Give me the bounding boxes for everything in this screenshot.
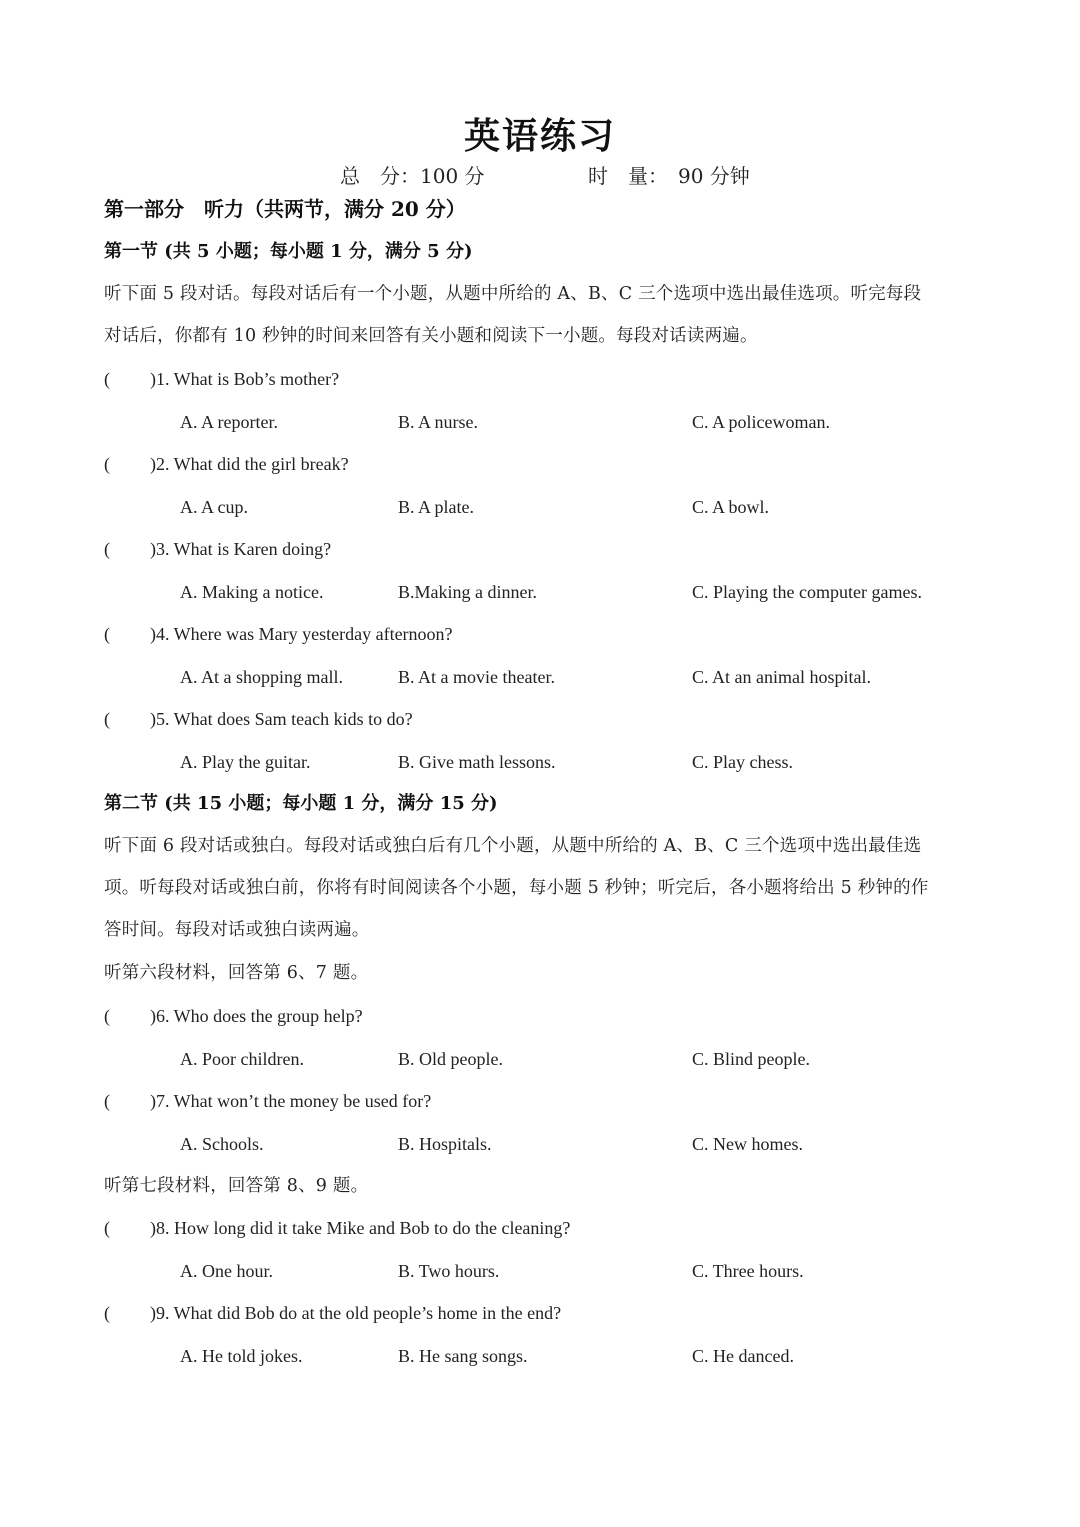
option-b: B. A plate. [398, 497, 474, 517]
total-score: 总 分：100 分 [340, 164, 485, 188]
question-text: )8. How long did it take Mike and Bob to do the cleaning? [150, 1218, 571, 1238]
option-b: B. He sang songs. [398, 1346, 528, 1366]
question-8 [104, 1216, 570, 1240]
option-a: A. One hour. [180, 1261, 273, 1281]
question-7 [104, 1089, 431, 1113]
option-a: A. Play the guitar. [180, 752, 311, 772]
option-b: B. Hospitals. [398, 1134, 492, 1154]
option-c: C. Play chess. [692, 752, 793, 772]
question-2 [104, 452, 349, 476]
option-b: B. At a movie theater. [398, 667, 555, 687]
page-title: 英语练习 [463, 115, 616, 157]
answer-blank[interactable]: ( [104, 454, 110, 474]
question-text: )5. What does Sam teach kids to do? [150, 709, 413, 729]
question-text: )9. What did Bob do at the old people’s home in the end? [150, 1303, 562, 1323]
section2-heading: 第二节 (共 15 小题；每小题 1 分，满分 15 分) [104, 793, 498, 814]
answer-blank[interactable]: ( [104, 1303, 110, 1323]
option-a: A. A reporter. [180, 412, 278, 432]
question-4 [104, 622, 453, 646]
question-9 [104, 1301, 561, 1325]
answer-blank[interactable]: ( [104, 709, 110, 729]
section2-instructions-line: 听下面 6 段对话或独白。每段对话或独白后有几个小题，从题中所给的 A、B、C 三个选项中选出最佳选 [104, 836, 922, 856]
section1-heading: 第一节 (共 5 小题；每小题 1 分，满分 5 分) [104, 241, 473, 262]
option-b: B. Two hours. [398, 1261, 500, 1281]
material-7-note: 听第七段材料，回答第 8、9 题。 [104, 1176, 369, 1196]
question-text: )2. What did the girl break? [150, 454, 349, 474]
answer-blank[interactable]: ( [104, 624, 110, 644]
option-a: A. A cup. [180, 497, 249, 517]
option-c: C. At an animal hospital. [692, 667, 871, 687]
section2-instructions-line: 答时间。每段对话或独白读两遍。 [104, 920, 370, 940]
answer-blank[interactable]: ( [104, 369, 110, 389]
option-a: A. Poor children. [180, 1049, 304, 1069]
question-3 [104, 537, 331, 561]
option-a: A. He told jokes. [180, 1346, 303, 1366]
option-a: A. At a shopping mall. [180, 667, 343, 687]
question-6 [104, 1004, 363, 1028]
time-limit: 时 量： 90 分钟 [588, 164, 750, 188]
section2-instructions-line: 项。听每段对话或独白前，你将有时间阅读各个小题，每小题 5 秒钟；听完后，各小题将给出 5 秒钟的作 [104, 878, 929, 898]
question-text: )4. Where was Mary yesterday afternoon? [150, 624, 453, 644]
option-c: C. Three hours. [692, 1261, 804, 1281]
option-b: B. A nurse. [398, 412, 479, 432]
question-text: )3. What is Karen doing? [150, 539, 332, 559]
question-text: )1. What is Bob’s mother? [150, 369, 340, 389]
part1-heading: 第一部分 听力（共两节，满分 20 分） [104, 197, 466, 221]
option-c: C. He danced. [692, 1346, 794, 1366]
material-6-note: 听第六段材料，回答第 6、7 题。 [104, 963, 369, 983]
question-1 [104, 367, 339, 391]
section1-instructions-line: 对话后，你都有 10 秒钟的时间来回答有关小题和阅读下一小题。每段对话读两遍。 [104, 326, 758, 346]
question-5 [104, 707, 413, 731]
option-a: A. Schools. [180, 1134, 264, 1154]
option-b: B. Old people. [398, 1049, 503, 1069]
answer-blank[interactable]: ( [104, 1006, 110, 1026]
option-c: C. A policewoman. [692, 412, 830, 432]
option-c: C. Playing the computer games. [692, 582, 922, 602]
option-c: C. A bowl. [692, 497, 770, 517]
option-c: C. New homes. [692, 1134, 803, 1154]
option-b: B. Give math lessons. [398, 752, 556, 772]
option-a: A. Making a notice. [180, 582, 324, 602]
answer-blank[interactable]: ( [104, 539, 110, 559]
answer-blank[interactable]: ( [104, 1091, 110, 1111]
question-text: )6. Who does the group help? [150, 1006, 363, 1026]
answer-blank[interactable]: ( [104, 1218, 110, 1238]
section1-instructions-line: 听下面 5 段对话。每段对话后有一个小题，从题中所给的 A、B、C 三个选项中选出最佳选项。听完每段 [104, 284, 922, 304]
question-text: )7. What won’t the money be used for? [150, 1091, 432, 1111]
option-c: C. Blind people. [692, 1049, 810, 1069]
option-b: B.Making a dinner. [398, 582, 537, 602]
